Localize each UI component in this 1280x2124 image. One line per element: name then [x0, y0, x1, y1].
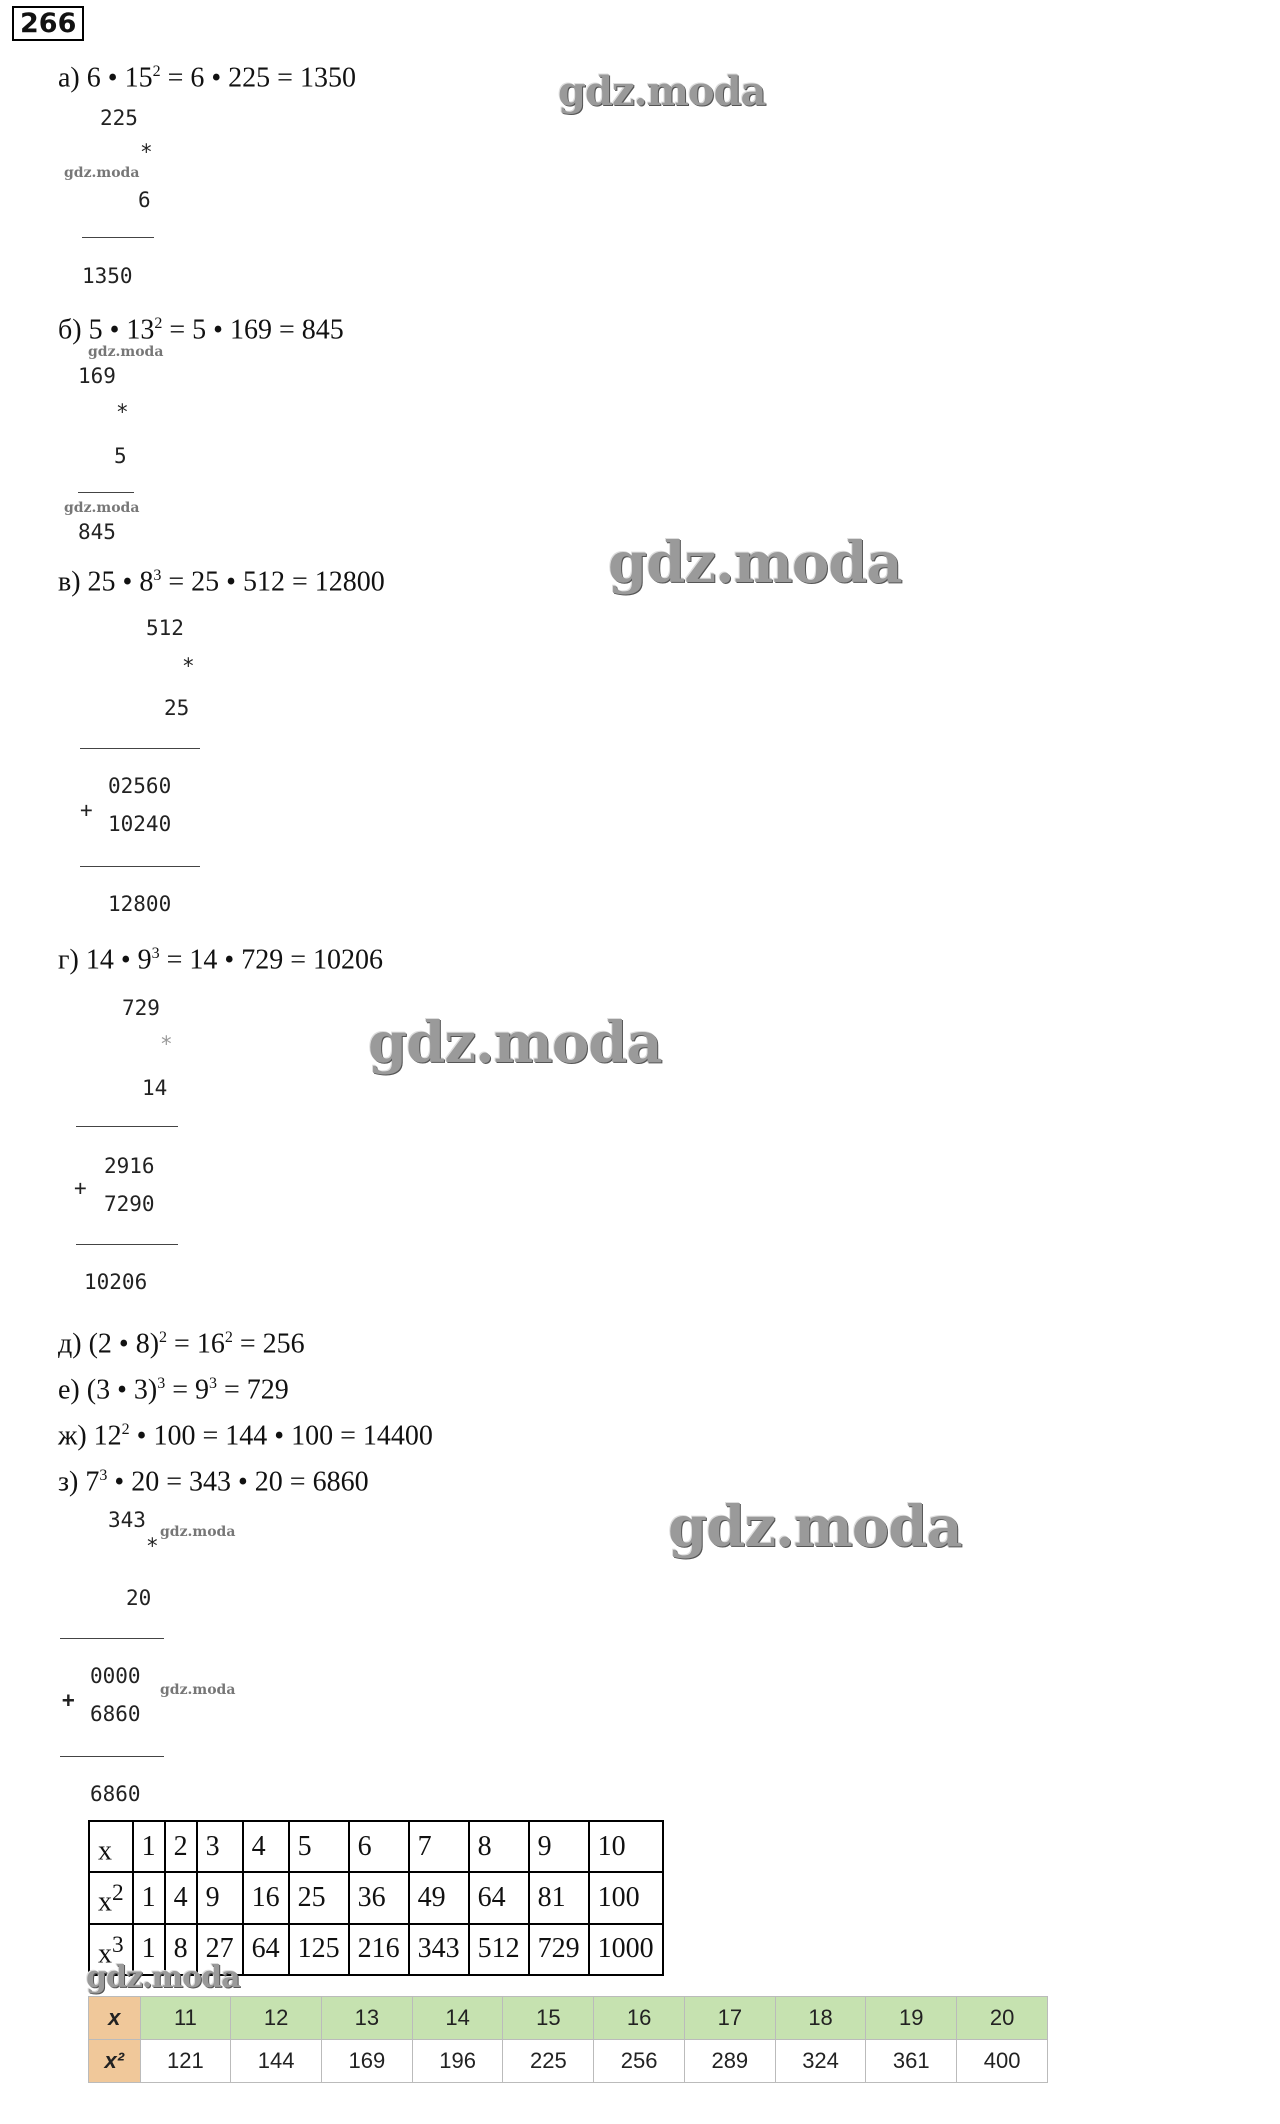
- plus-sign: +: [62, 1688, 75, 1712]
- exponent: 3: [153, 567, 162, 584]
- cell: 9: [197, 1872, 243, 1923]
- cell: 25: [289, 1872, 349, 1923]
- header-cell: x: [89, 1997, 141, 2040]
- rule: [76, 1244, 178, 1245]
- col-a-2: 6: [138, 188, 151, 212]
- result: = 5 • 169 = 845: [162, 314, 344, 346]
- col-v-1: 512: [146, 616, 184, 640]
- col-z-partial-2: 6860: [90, 1702, 141, 1726]
- table-row: [89, 1997, 1048, 2040]
- table-row: [89, 2040, 1048, 2083]
- col-g-partial-1: 2916: [104, 1154, 155, 1178]
- header-cell: 20: [957, 1997, 1048, 2040]
- label: д): [58, 1328, 82, 1360]
- col-b-result: 845: [78, 520, 116, 544]
- cell: 361: [866, 2040, 957, 2083]
- cell: 8: [165, 1924, 197, 1975]
- row-head: x²: [89, 2040, 141, 2083]
- col-g-partial-2: 7290: [104, 1192, 155, 1216]
- exponent: 3: [99, 1467, 108, 1484]
- watermark: gdz.moda: [608, 530, 902, 596]
- exponent: 2: [121, 1421, 130, 1438]
- middle: = 16: [167, 1328, 225, 1360]
- cell: 6: [349, 1821, 409, 1872]
- col-a-result: 1350: [82, 264, 133, 288]
- cell: 256: [594, 2040, 685, 2083]
- header-cell: 14: [412, 1997, 503, 2040]
- base: 7: [85, 1466, 100, 1498]
- equation-b: [58, 308, 344, 346]
- cell: 343: [409, 1924, 469, 1975]
- col-b-op: *: [116, 400, 129, 424]
- result: = 25 • 512 = 12800: [161, 566, 385, 598]
- cell: 16: [243, 1872, 289, 1923]
- col-b-1: 169: [78, 364, 116, 388]
- label: г): [58, 944, 79, 976]
- cell: 400: [957, 2040, 1048, 2083]
- cell: 36: [349, 1872, 409, 1923]
- label: з): [58, 1466, 79, 1498]
- cell: 729: [529, 1924, 589, 1975]
- cell: 4: [243, 1821, 289, 1872]
- watermark: gdz.moda: [368, 1010, 662, 1076]
- cell: 144: [231, 2040, 322, 2083]
- rule: [76, 1126, 178, 1127]
- middle: = 9: [165, 1374, 210, 1406]
- cell: 169: [322, 2040, 413, 2083]
- col-g-op: *: [160, 1032, 173, 1056]
- watermark: gdz.moda: [160, 1524, 236, 1540]
- plus-sign: +: [80, 798, 93, 822]
- exponent: 3: [151, 945, 160, 962]
- cell: 4: [165, 1872, 197, 1923]
- cell: 27: [197, 1924, 243, 1975]
- equation-v: [58, 560, 385, 598]
- base: 14 • 9: [85, 944, 152, 976]
- cell: 1: [133, 1924, 165, 1975]
- row-head: $x^2$: [89, 1872, 133, 1923]
- row-head: x: [89, 1821, 133, 1872]
- task-number: 266: [12, 6, 84, 41]
- cell: 125: [289, 1924, 349, 1975]
- col-z-1: 343: [108, 1508, 146, 1532]
- equation-d: [58, 1322, 305, 1360]
- result: • 100 = 144 • 100 = 14400: [129, 1420, 433, 1452]
- result: = 6 • 225 = 1350: [160, 62, 356, 94]
- col-g-2: 14: [142, 1076, 168, 1100]
- cell: 7: [409, 1821, 469, 1872]
- col-g-1: 729: [122, 996, 160, 1020]
- col-v-2: 25: [164, 696, 190, 720]
- header-cell: 18: [775, 1997, 866, 2040]
- row-head: $x^3$: [89, 1924, 133, 1975]
- header-cell: 13: [322, 1997, 413, 2040]
- equation-zh: [58, 1414, 433, 1452]
- cell: 1: [133, 1872, 165, 1923]
- exponent: 2: [159, 1329, 168, 1346]
- exponent: 2: [152, 63, 161, 80]
- cell: 289: [684, 2040, 775, 2083]
- cell: 216: [349, 1924, 409, 1975]
- equation-e: [58, 1368, 289, 1406]
- col-z-op: *: [146, 1534, 159, 1558]
- rule: [78, 492, 134, 493]
- powers-table: [88, 1820, 664, 1976]
- base: 5 • 13: [88, 314, 155, 346]
- cell: 8: [469, 1821, 529, 1872]
- cell: 2: [165, 1821, 197, 1872]
- col-a-op: *: [140, 140, 153, 164]
- result: = 256: [232, 1328, 305, 1360]
- cell: 100: [589, 1872, 663, 1923]
- label: в): [58, 566, 81, 598]
- label: ж): [58, 1420, 87, 1452]
- table-row: [89, 1872, 663, 1923]
- base: 6 • 15: [86, 62, 153, 94]
- watermark: gdz.moda: [64, 500, 140, 516]
- watermark: gdz.moda: [64, 165, 140, 181]
- rule: [80, 748, 200, 749]
- col-v-partial-1: 02560: [108, 774, 172, 798]
- header-cell: 17: [684, 1997, 775, 2040]
- result: = 729: [217, 1374, 289, 1406]
- label: е): [58, 1374, 80, 1406]
- base: 25 • 8: [87, 566, 154, 598]
- rule: [60, 1756, 164, 1757]
- header-cell: 12: [231, 1997, 322, 2040]
- col-v-partial-2: 10240: [108, 812, 172, 836]
- header-cell: 15: [503, 1997, 594, 2040]
- cell: 3: [197, 1821, 243, 1872]
- exponent: 2: [224, 1329, 233, 1346]
- exponent: 3: [209, 1375, 218, 1392]
- result: = 14 • 729 = 10206: [159, 944, 384, 976]
- col-a-1: 225: [100, 106, 138, 130]
- rule: [80, 866, 200, 867]
- watermark: gdz.moda: [668, 1494, 962, 1560]
- base: (3 • 3): [86, 1374, 158, 1406]
- rule: [60, 1638, 164, 1639]
- watermark: gdz.moda: [558, 68, 766, 115]
- label: а): [58, 62, 80, 94]
- table-row: [89, 1821, 663, 1872]
- col-z-result: 6860: [90, 1782, 141, 1806]
- cell: 324: [775, 2040, 866, 2083]
- col-z-2: 20: [126, 1586, 152, 1610]
- cell: 64: [469, 1872, 529, 1923]
- equation-g: [58, 938, 383, 976]
- watermark: gdz.moda: [160, 1682, 236, 1698]
- col-v-op: *: [182, 654, 195, 678]
- cell: 10: [589, 1821, 663, 1872]
- header-cell: 19: [866, 1997, 957, 2040]
- plus-sign: +: [74, 1176, 87, 1200]
- watermark: gdz.moda: [88, 344, 164, 360]
- cell: 64: [243, 1924, 289, 1975]
- cell: 1000: [589, 1924, 663, 1975]
- cell: 196: [412, 2040, 503, 2083]
- result: • 20 = 343 • 20 = 6860: [107, 1466, 369, 1498]
- base: (2 • 8): [88, 1328, 160, 1360]
- equation-a: [58, 56, 356, 94]
- col-v-result: 12800: [108, 892, 172, 916]
- col-g-result: 10206: [84, 1270, 148, 1294]
- label: б): [58, 314, 82, 346]
- col-b-2: 5: [114, 444, 127, 468]
- cell: 225: [503, 2040, 594, 2083]
- cell: 81: [529, 1872, 589, 1923]
- cell: 121: [140, 2040, 231, 2083]
- exponent: 2: [154, 315, 163, 332]
- exponent: 3: [157, 1375, 166, 1392]
- cell: 5: [289, 1821, 349, 1872]
- header-cell: 16: [594, 1997, 685, 2040]
- watermark: gdz.moda: [86, 1960, 240, 1995]
- equation-z: [58, 1460, 369, 1498]
- rule: [82, 237, 154, 238]
- header-cell: 11: [140, 1997, 231, 2040]
- cell: 512: [469, 1924, 529, 1975]
- base: 12: [93, 1420, 122, 1452]
- cell: 49: [409, 1872, 469, 1923]
- squares-table: [88, 1996, 1048, 2083]
- cell: 9: [529, 1821, 589, 1872]
- cell: 1: [133, 1821, 165, 1872]
- col-z-partial-1: 0000: [90, 1664, 141, 1688]
